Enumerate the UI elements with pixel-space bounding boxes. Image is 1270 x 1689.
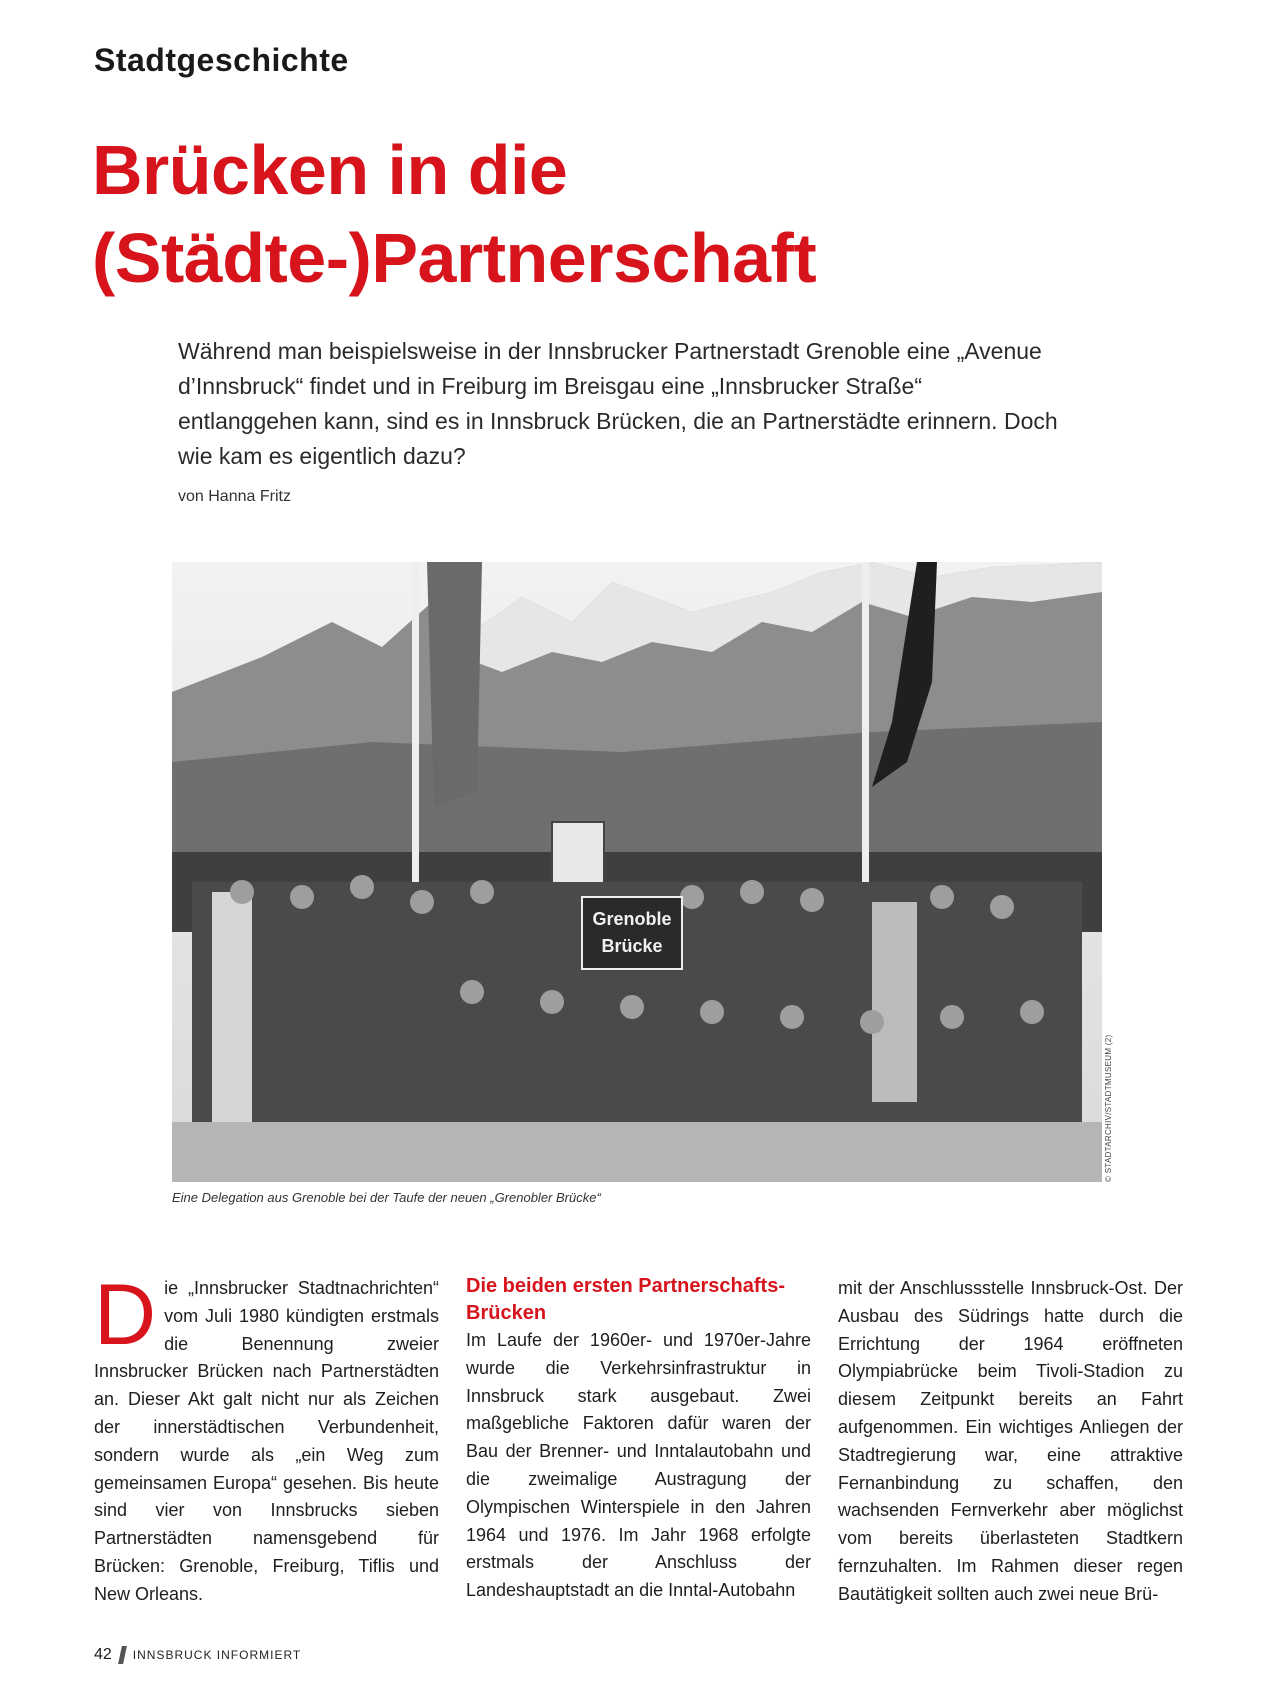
page-number: 42 xyxy=(94,1646,112,1663)
photo-illustration xyxy=(172,562,1102,1182)
pavement xyxy=(172,1122,1102,1182)
article-column-2 xyxy=(466,1275,811,1605)
flag-left xyxy=(427,562,482,807)
byline: von Hanna Fritz xyxy=(178,488,291,505)
grenoble-bridge-sign xyxy=(582,897,682,969)
subheading: Die beiden ersten Partnerschafts-Brücken xyxy=(466,1275,785,1324)
person-left-suit xyxy=(212,892,252,1122)
sign-line-1: Grenoble xyxy=(592,909,672,929)
article-column-1 xyxy=(94,1267,439,1609)
banner xyxy=(552,822,604,892)
delegation-photo xyxy=(172,562,1102,1182)
page-title xyxy=(92,126,816,302)
drop-cap: D xyxy=(94,1267,157,1363)
footer-slash-divider xyxy=(118,1646,127,1664)
article-column-3: mit der Anschlussstelle Innsbruck-Ost. Der Ausbau des Südrings hatte durch die Errichtung der 1964 eröffneten Olympiabrücke beim Tivoli-Stadion zu diesem Zeitpunkt bereits an Fahrt aufgenommen. Ein wichtiges Anliegen der Stadtregierung war, eine attraktive Fernanbindung zu schaffen, den wachsenden Fernverkehr aber möglichst vom bereits überlasteten Stadtkern fernzuhalten. Im Rahmen dieser regen Bautätigkeit sollten auch zwei neue Brü- xyxy=(838,1278,1183,1604)
column-2-text: Im Laufe der 1960er- und 1970er-Jahre wurde die Verkehrsinfrastruktur in Innsbruck stark ausgebaut. Zwei maßgebliche Faktoren dafür waren der Bau der Brenner- und Inntalautobahn und die zweimalige Austragung der Olympischen Winterspiele in den Jahren 1964 und 1976. Im Jahr 1968 erfolgte erstmals der Anschluss der Landeshauptstadt an die Inntal-Autobahn xyxy=(466,1330,811,1601)
page-footer xyxy=(94,1646,301,1664)
section-label: Stadtgeschichte xyxy=(94,42,349,78)
photo-caption: Eine Delegation aus Grenoble bei der Taufe der neuen „Grenobler Brücke“ xyxy=(172,1190,601,1205)
photo-credit: © STADTARCHIV/STADTMUSEUM (2) xyxy=(1104,1034,1113,1182)
sign-line-2: Brücke xyxy=(601,936,663,956)
magazine-name: INNSBRUCK INFORMIERT xyxy=(132,1648,302,1662)
lead-paragraph: Während man beispielsweise in der Innsbrucker Partnerstadt Grenoble eine „Avenue d’Innsbruck“ findet und in Freiburg im Breisgau eine „Innsbrucker Straße“ entlanggehen kann, sind es in Innsbruck Brücken, die an Partnerstädte erinnern. Doch wie kam es eigentlich dazu? xyxy=(178,338,1058,469)
person-right-suit xyxy=(872,902,917,1102)
title-line-2: (Städte-)Partnerschaft xyxy=(92,219,817,297)
column-1-text: ie „Innsbrucker Stadtnachrichten“ vom Juli 1980 kündigten erstmals die Benennung zweier Innsbrucker Brücken nach Partnerstädten an. Dieser Akt galt nicht nur als Zeichen der innerstädtischen Verbundenheit, sondern wurde als „ein Weg zum gemeinsamen Europa“ gesehen. Bis heute sind vier von Innsbrucks sieben Partnerstädten namensgebend für Brücken: Grenoble, Freiburg, Tiflis und New Orleans. xyxy=(94,1278,439,1604)
title-line-1: Brücken in die xyxy=(92,131,568,209)
